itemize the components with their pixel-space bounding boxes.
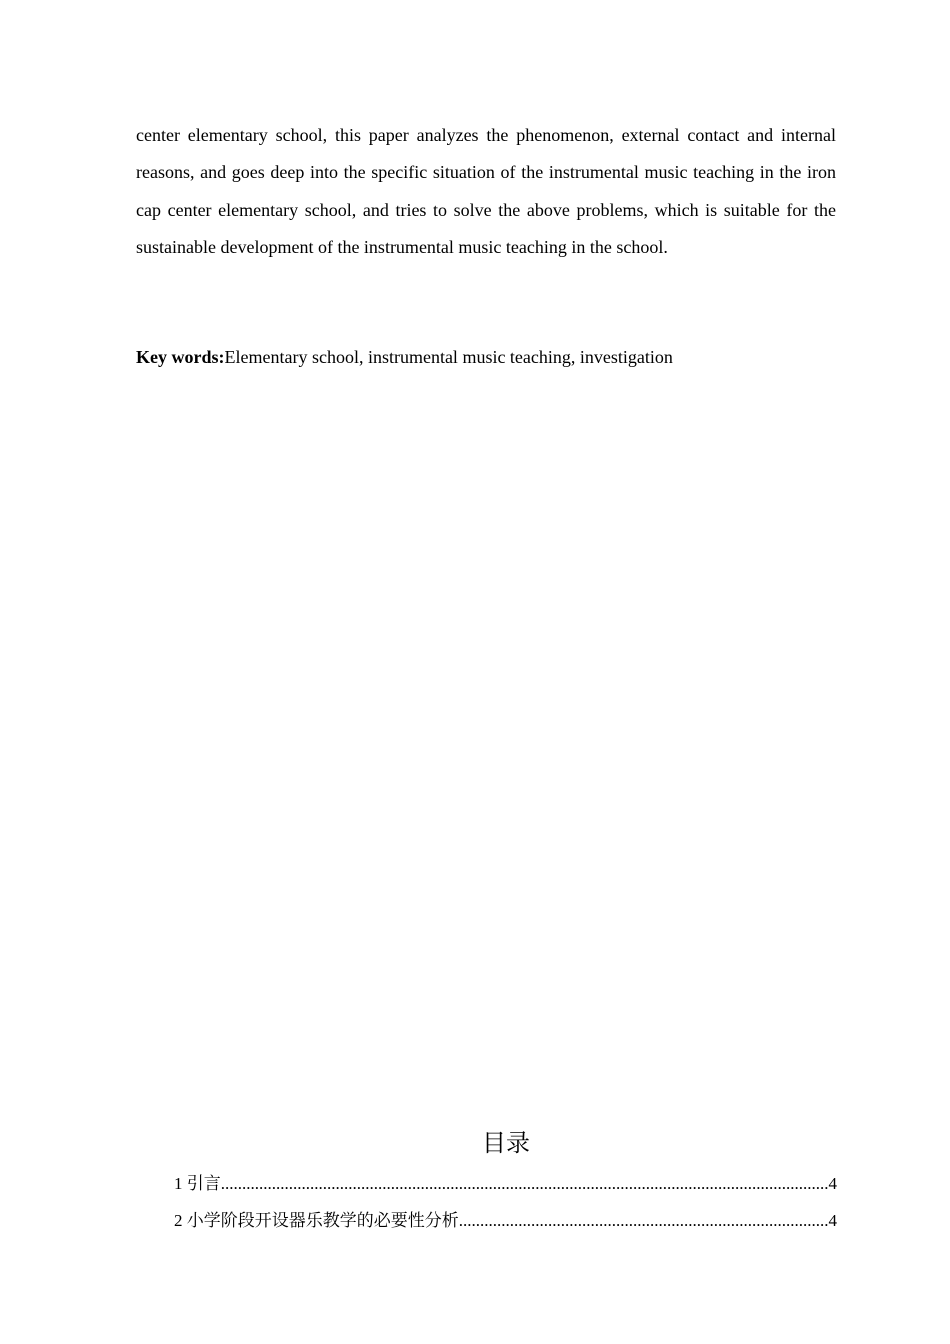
- table-of-contents: [174, 1165, 837, 1239]
- toc-dot-leader: [221, 1165, 829, 1202]
- toc-dot-leader: [459, 1202, 829, 1239]
- toc-entry[interactable]: [174, 1202, 837, 1239]
- toc-entry-label: 1 引言: [174, 1174, 221, 1193]
- keywords-line: [136, 339, 836, 376]
- toc-entry-page: 4: [828, 1174, 837, 1193]
- keywords-value: Elementary school, instrumental music teaching, investigation: [224, 347, 673, 367]
- toc-entry[interactable]: [174, 1165, 837, 1202]
- toc-entry-page: 4: [828, 1211, 837, 1230]
- abstract-paragraph: center elementary school, this paper analyzes the phenomenon, external contact and internal reasons, and goes deep into the specific situation of the instrumental music teaching in the iron cap center elementary school, and tries to solve the above problems, which is suitable for the sustainable development of the instrumental music teaching in the school.: [136, 125, 836, 257]
- toc-entry-label: 2 小学阶段开设器乐教学的必要性分析: [174, 1211, 459, 1230]
- toc-title: 目录: [482, 1129, 530, 1157]
- keywords-label: Key words:: [136, 347, 225, 367]
